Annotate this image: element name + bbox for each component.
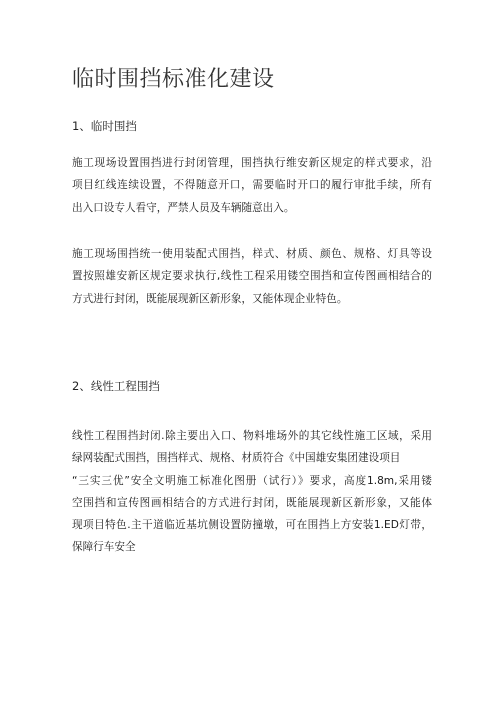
- section-2-heading: 2、线性工程围挡: [72, 379, 160, 393]
- paragraph-line: 保障行车安全: [72, 541, 136, 554]
- paragraph-line: 施工现场围挡统一使用装配式围挡，样式、材质、颜色、规格、灯具等设: [72, 248, 432, 260]
- paragraph-line: “三实三优”安全文明施工标准化图册（试行）》要求，高度1.8m,采用镂: [72, 474, 432, 487]
- paragraph-line: 置按照雄安新区规定要求执行,线性工程采用镂空围挡和宣传图画相结合的: [72, 270, 432, 283]
- paragraph-line: 方式进行封闭，既能展现新区新形象，又能体现企业特色。: [72, 292, 348, 305]
- paragraph-line: 空围挡和宣传图画相结合的方式进行封闭，既能展现新区新形象，又能体: [72, 496, 432, 509]
- paragraph-line: 现项目特色.主干道临近基坑侧设置防撞墩，可在围挡上方安装1.ED灯带，: [72, 519, 432, 532]
- paragraph-line: 项目红线连续设置，不得随意开口，需要临时开口的履行审批手续，所有: [72, 179, 432, 192]
- section-2-paragraph-1: [72, 425, 432, 559]
- paragraph-line: 绿网装配式围挡，围挡样式、规格、材质符合《中国雄安集团建设项目: [72, 452, 401, 465]
- section-1-paragraph-1: [72, 152, 432, 219]
- paragraph-line: 线性工程围挡封闭.除主要出入口、物料堆场外的其它线性施工区域，采用: [72, 430, 432, 442]
- document-title: 临时围挡标准化建设: [72, 67, 275, 92]
- section-1-heading: 1、临时围挡: [72, 119, 137, 133]
- paragraph-line: 施工现场设置围挡进行封闭管理，围挡执行维安新区规定的样式要求，沿: [72, 157, 432, 169]
- paragraph-line: 出入口设专人看守，严禁人员及车辆随意出入。: [72, 201, 295, 214]
- section-1-paragraph-2: [72, 243, 432, 310]
